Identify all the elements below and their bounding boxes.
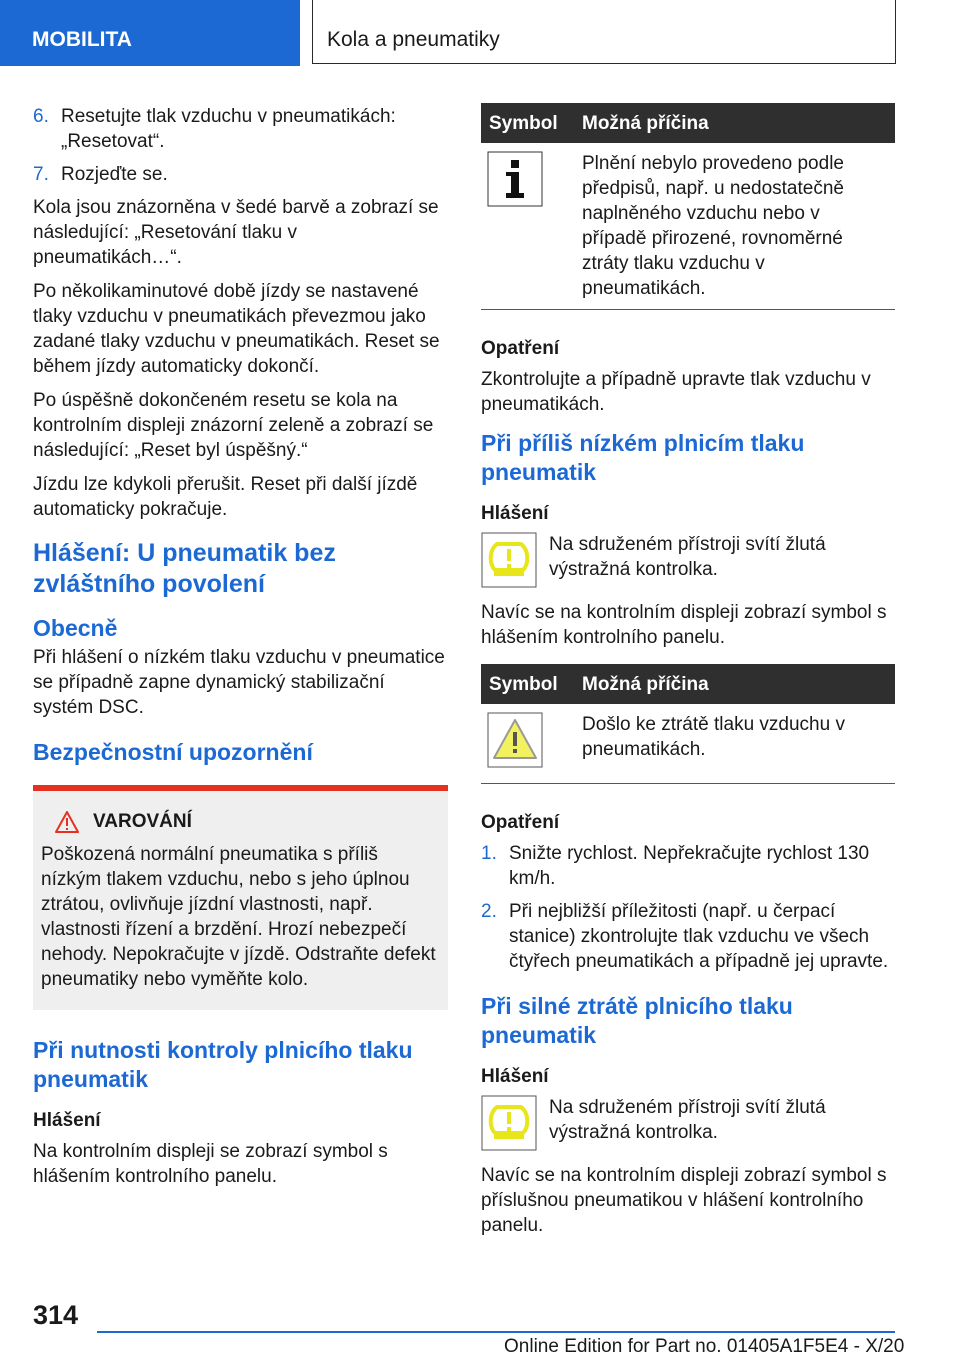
info-icon	[487, 151, 543, 207]
page-header	[0, 0, 960, 66]
symbol-table-1	[481, 103, 895, 310]
indicator-text: Na sdruženém přístroji svítí žlutá výstražná kontrolka.	[549, 1097, 826, 1143]
message-text: Na kontrolním displeji se zobrazí symbol s hlášením kontrolního panelu.	[33, 1141, 388, 1187]
step-text: Rozjeďte se.	[61, 164, 168, 185]
page-number: 314	[33, 1300, 79, 1330]
paragraph: Jízdu lze kdykoli přerušit. Reset při další jízdě automaticky pokračuje.	[33, 474, 418, 520]
heading-measure: Opatření	[481, 812, 560, 833]
indicator-row	[481, 1095, 895, 1151]
col-cause: Možná příčina	[574, 103, 895, 143]
measure-step-2	[481, 899, 895, 974]
col-cause: Možná příčina	[574, 664, 895, 704]
tire-pressure-warning-icon	[481, 532, 537, 588]
cause-cell: Došlo ke ztrátě tlaku vzduchu v pneumatikách.	[574, 704, 895, 784]
chapter-title: Kola a pneumatiky	[312, 0, 896, 64]
step-6	[33, 104, 448, 154]
heading-message: Hlášení	[481, 1066, 549, 1087]
step-number: 2.	[481, 901, 497, 922]
measure-step-1	[481, 841, 895, 891]
warning-triangle-icon	[55, 811, 79, 833]
step-number: 1.	[481, 843, 497, 864]
warning-title	[41, 809, 440, 834]
yellow-warning-triangle-icon	[487, 712, 543, 768]
heading-low-pressure: Při příliš nízkém plnicím tlaku pneumatik	[481, 430, 805, 485]
step-text: Snižte rychlost. Nepřekračujte rychlost 130 km/h.	[509, 843, 870, 889]
heading-message: Hlášení	[33, 1110, 101, 1131]
paragraph: Navíc se na kontrolním displeji zobrazí symbol s příslušnou pneumatikou v hlášení kontrolního panelu.	[481, 1165, 887, 1236]
paragraph: Po několikaminutové době jízdy se nastavené tlaky vzduchu v pneumatikách převezmou jako zadané tlaky vzduchu v pneumatikách. Reset se během jízdy automaticky dokončí.	[33, 281, 440, 377]
step-7	[33, 162, 448, 187]
heading-measure: Opatření	[481, 338, 560, 359]
indicator-row	[481, 532, 895, 588]
footer-divider	[97, 1331, 895, 1333]
heading-message: Hlášení	[481, 503, 549, 524]
symbol-cell	[481, 143, 574, 310]
heading-check: Při nutnosti kontroly plnicího tlaku pneumatik	[33, 1037, 413, 1092]
tire-pressure-warning-icon	[481, 1095, 537, 1151]
step-text: Při nejbližší příležitosti (např. u čerpací stanice) zkontrolujte tlak vzduchu ve všech čtyřech pneumatikách a případně jej upravte.	[509, 901, 889, 972]
paragraph: Kola jsou znázorněna v šedé barvě a zobrazí se následující: „Resetování tlaku v pneumatikách…“.	[33, 197, 439, 268]
heading-safety: Bezpečnostní upozornění	[33, 739, 313, 765]
warning-box	[33, 785, 448, 1010]
col-symbol: Symbol	[481, 664, 574, 704]
section-tab[interactable]: MOBILITA	[0, 0, 300, 66]
left-column	[33, 104, 448, 1198]
indicator-text: Na sdruženém přístroji svítí žlutá výstražná kontrolka.	[549, 534, 826, 580]
general-text: Při hlášení o nízkém tlaku vzduchu v pneumatice se případně zapne dynamický stabilizační systém DSC.	[33, 647, 445, 718]
right-column	[481, 103, 895, 1247]
table-row	[481, 704, 895, 784]
heading-strong-loss: Při silné ztrátě plnicího tlaku pneumatik	[481, 993, 793, 1048]
table-row	[481, 143, 895, 310]
symbol-cell	[481, 704, 574, 784]
col-symbol: Symbol	[481, 103, 574, 143]
heading-general: Obecně	[33, 615, 118, 641]
edition-text: Online Edition for Part no. 01405A1F5E4 - X/20	[504, 1336, 905, 1357]
heading-notice: Hlášení: U pneumatik bez zvláštního povolení	[33, 539, 336, 598]
warning-text: Poškozená normální pneumatika s příliš nízkým tlakem vzduchu, nebo s jeho úplnou ztrátou, ovlivňuje jízdní vlastnosti, např. vlastnosti řízení a brzdění. Hrozí nebezpečí nehody. Nepokračujte v jízdě. Odstraňte defekt pneumatiky nebo vyměňte kolo.	[41, 844, 436, 990]
measure-text: Zkontrolujte a případně upravte tlak vzduchu v pneumatikách.	[481, 369, 871, 415]
paragraph: Navíc se na kontrolním displeji zobrazí symbol s hlášením kontrolního panelu.	[481, 602, 887, 648]
step-number: 7.	[33, 164, 49, 185]
cause-cell: Plnění nebylo provedeno podle předpisů, např. u nedostatečně naplněného vzduchu nebo v případě přirozené, rovnoměrné ztráty tlaku vzduchu v pneumatikách.	[574, 143, 895, 310]
symbol-table-2	[481, 664, 895, 784]
step-text: Resetujte tlak vzduchu v pneumatikách: „Resetovat“.	[61, 106, 396, 152]
step-number: 6.	[33, 106, 49, 127]
paragraph: Po úspěšně dokončeném resetu se kola na kontrolním displeji znázorní zeleně a zobrazí se následující: „Reset byl úspěšný.“	[33, 390, 434, 461]
warning-label: VAROVÁNÍ	[93, 811, 192, 832]
